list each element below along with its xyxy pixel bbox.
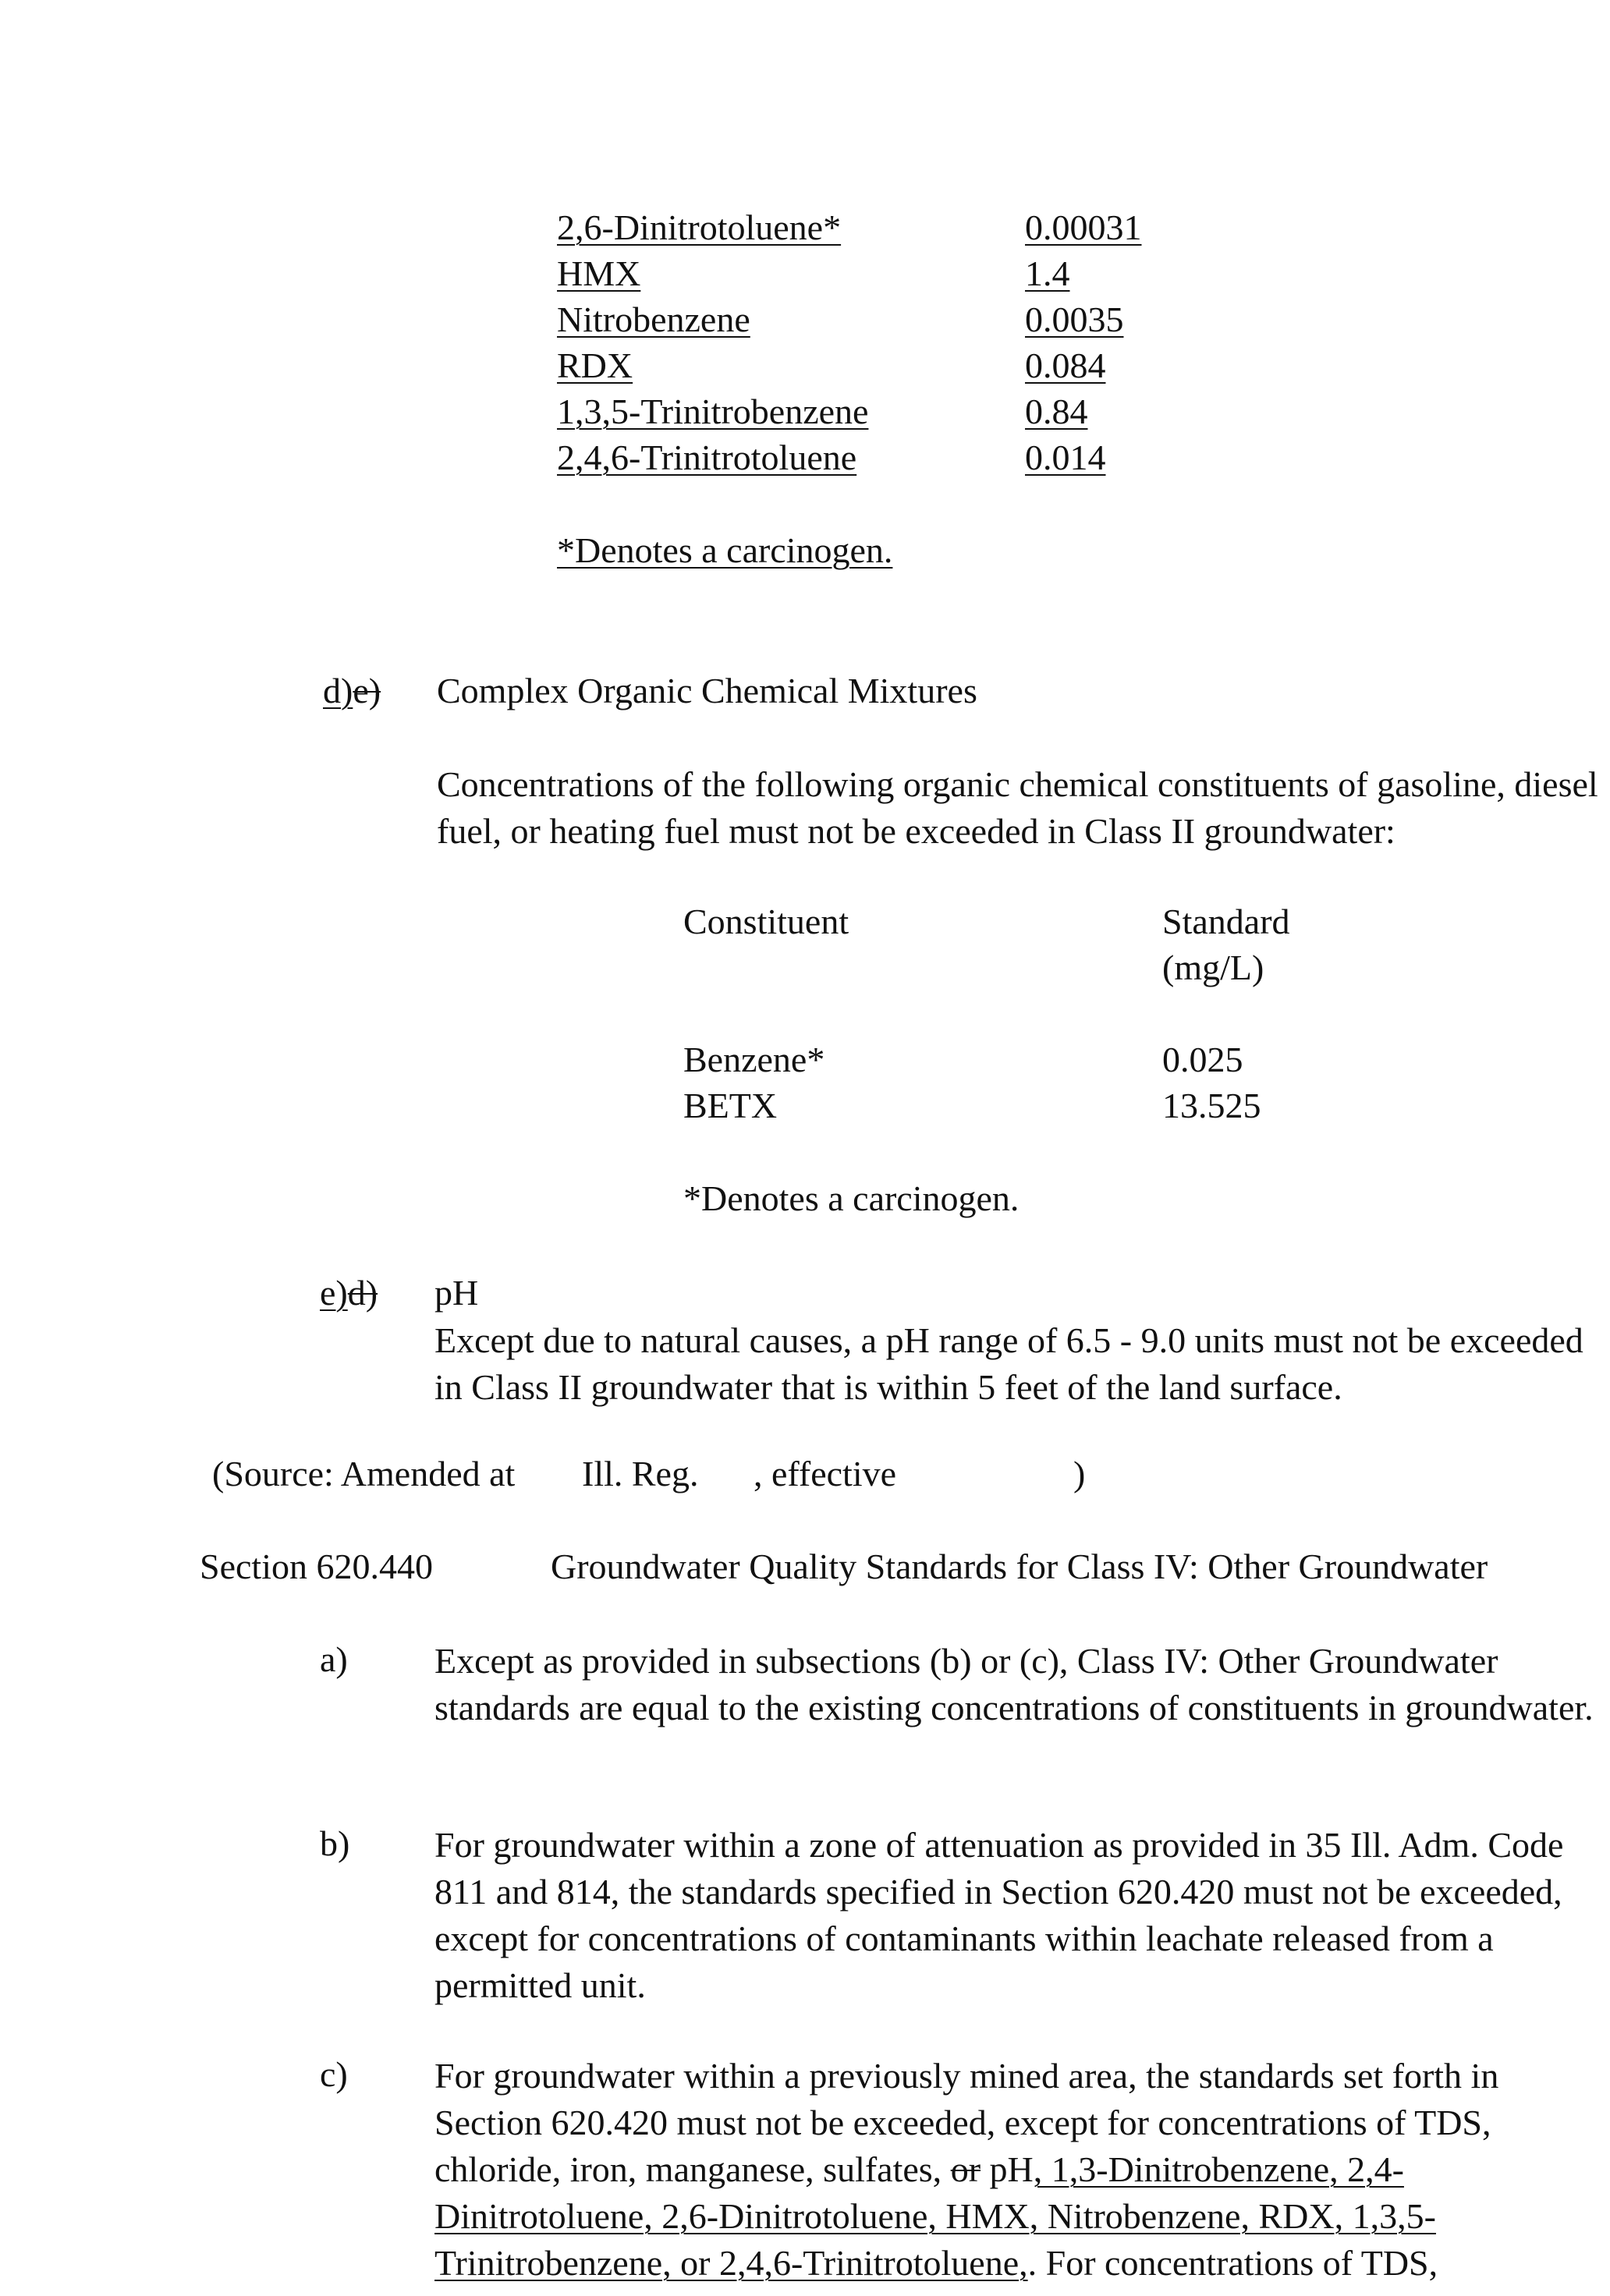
inserted-text: , 1,3-Dinitrobenzene, 2,4-Dinitrotoluene, 2,6-Dinitrotoluene, HMX, Nitrobenzene, RDX, 1,3,5-Trinitrobenzene, or 2,4,6-Trinitrotoluene, — [434, 2149, 1436, 2283]
source-prefix: (Source: Amended at — [212, 1454, 516, 1493]
constituent-value: 0.84 — [1025, 392, 1088, 431]
label-deleted: d) — [347, 1273, 378, 1313]
constituent-value: 0.0035 — [1025, 299, 1124, 339]
constituent-name: RDX — [557, 345, 633, 385]
table-row — [557, 436, 1106, 479]
item-text: Except as provided in subsections (b) or (c), Class IV: Other Groundwater standards are equal to the existing concentrations of constituents in groundwater. — [434, 1641, 1594, 1727]
constituent-name: Nitrobenzene — [557, 299, 750, 339]
constituent-value: 0.025 — [1162, 1040, 1243, 1079]
section-heading: Complex Organic Chemical Mixtures — [437, 671, 977, 710]
constituent-value: 0.014 — [1025, 438, 1106, 477]
constituent-name: Benzene* — [683, 1040, 825, 1079]
section-intro: Concentrations of the following organic chemical constituents of gasoline, diesel fuel, or heating fuel must not be exceeded in Class II groundwater: — [437, 764, 1598, 851]
constituent-value: 13.525 — [1162, 1086, 1261, 1125]
label-inserted: e) — [320, 1273, 348, 1313]
section-title: Groundwater Quality Standards for Class IV: Other Groundwater — [551, 1547, 1488, 1586]
column-header: Standard — [1162, 902, 1290, 941]
section-heading: pH — [434, 1273, 479, 1313]
item-label: b) — [320, 1823, 350, 1863]
constituent-name: 2,6-Dinitrotoluene* — [557, 207, 842, 247]
item-label: c) — [320, 2054, 348, 2094]
constituent-name: 1,3,5-Trinitrobenzene — [557, 392, 869, 431]
section-label — [323, 669, 381, 712]
item-text — [434, 2053, 1597, 2287]
source-close: ) — [1073, 1454, 1086, 1493]
section-text: Except due to natural causes, a pH range of 6.5 - 9.0 units must not be exceeded in Class II groundwater that is within 5 feet of the land surface. — [434, 1320, 1583, 1407]
label-inserted: d) — [323, 671, 353, 710]
footnote: *Denotes a carcinogen. — [557, 530, 893, 570]
footnote: *Denotes a carcinogen. — [683, 1178, 1020, 1218]
table-row — [557, 390, 1088, 433]
table-row — [557, 344, 1106, 387]
item-label: a) — [320, 1639, 348, 1679]
label-deleted: e) — [353, 671, 381, 710]
item-text: For groundwater within a zone of attenuation as provided in 35 Ill. Adm. Code 811 and 814, the standards specified in Section 620.420 must not be exceeded, except for concentrations of contaminants within leachate released from a permitted unit. — [434, 1825, 1564, 2005]
constituent-name: 2,4,6-Trinitrotoluene — [557, 438, 857, 477]
column-header: Constituent — [683, 902, 849, 941]
source-effective: , effective — [754, 1454, 897, 1493]
constituent-value: 0.00031 — [1025, 207, 1142, 247]
constituent-name: BETX — [683, 1086, 778, 1125]
section-number: Section 620.440 — [200, 1547, 433, 1586]
table-row — [683, 1038, 1243, 1081]
section-label — [320, 1271, 378, 1314]
table-row — [557, 298, 1124, 341]
source-reg: Ill. Reg. — [582, 1454, 699, 1493]
constituent-value: 1.4 — [1025, 253, 1070, 293]
constituent-value: 0.084 — [1025, 345, 1106, 385]
item-text-b: pH — [981, 2149, 1034, 2189]
table-row — [683, 1084, 1261, 1127]
deleted-word: or — [950, 2149, 981, 2189]
item-text-c: . For concentrations of TDS, — [1027, 2243, 1438, 2283]
constituent-name: HMX — [557, 253, 641, 293]
item-text-a: For groundwater within a previously mined area, the standards set forth in Section 620.420 must not be exceeded, except for concentrations of TDS, chloride, iron, manganese, sulfates, — [434, 2056, 1499, 2189]
table-row — [557, 206, 1142, 249]
column-header-unit: (mg/L) — [1162, 948, 1264, 987]
table-row — [557, 252, 1070, 295]
